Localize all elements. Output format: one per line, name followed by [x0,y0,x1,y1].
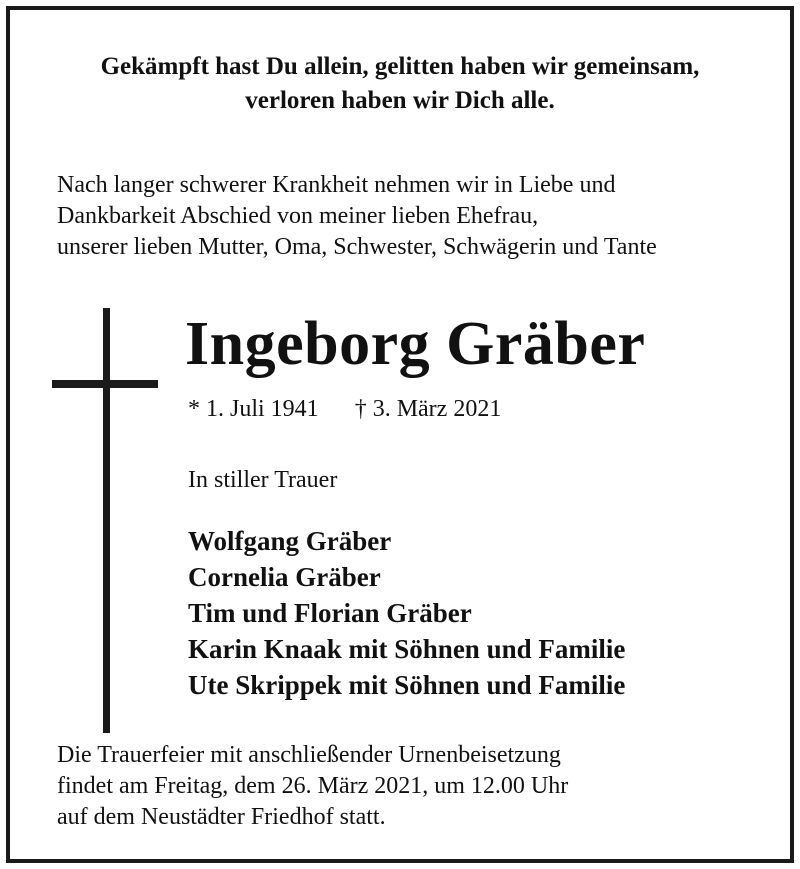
motto [10,50,790,118]
motto-line: Gekämpft hast Du allein, gelitten haben wir gemeinsam, [100,53,700,80]
ceremony-line: findet am Freitag, dem 26. März 2021, um 12.00 Uhr [57,773,569,799]
intro-line: unserer lieben Mutter, Oma, Schwester, Schwägerin und Tante [57,234,657,260]
cross-horizontal-bar [52,380,158,388]
intro-line: Nach langer schwerer Krankheit nehmen wir in Liebe und [57,172,616,198]
family-member: Ute Skrippek mit Söhnen und Familie [188,670,626,700]
mourning-label: In stiller Trauer [188,467,338,493]
family-member: Karin Knaak mit Söhnen und Familie [188,634,626,664]
family-list [188,523,625,703]
family-member: Wolfgang Gräber [188,526,392,556]
ceremony-info [57,740,568,833]
death-date: † 3. März 2021 [354,396,502,422]
cross-vertical-bar [103,308,110,733]
ceremony-line: Die Trauerfeier mit anschließender Urnenbeisetzung [57,742,561,768]
obituary-notice [6,6,794,863]
family-member: Tim und Florian Gräber [188,598,472,628]
intro-line: Dankbarkeit Abschied von meiner lieben Ehefrau, [57,203,539,229]
birth-date: * 1. Juli 1941 [188,396,319,422]
motto-line: verloren haben wir Dich alle. [245,87,555,114]
intro-text [57,170,657,263]
life-dates [188,394,501,424]
deceased-name: Ingeborg Gräber [185,310,646,378]
ceremony-line: auf dem Neustädter Friedhof statt. [57,804,386,830]
family-member: Cornelia Gräber [188,562,381,592]
